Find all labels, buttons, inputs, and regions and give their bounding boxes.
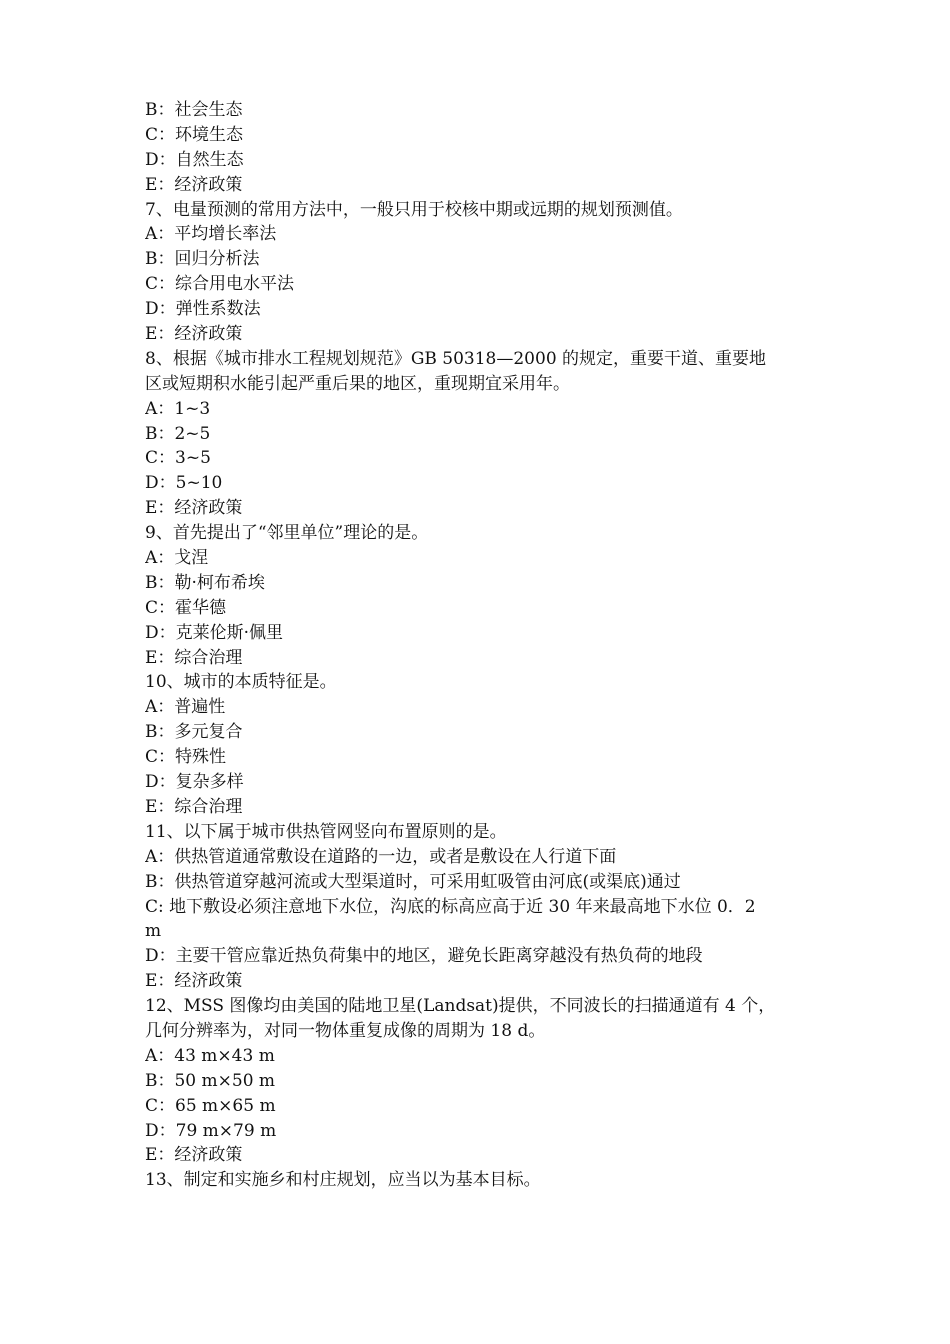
- text-line: B：社会生态: [145, 100, 243, 120]
- text-line: A：普遍性: [145, 697, 226, 718]
- text-line: D：自然生态: [145, 149, 244, 170]
- text-line: B：供热管道穿越河流或大型渠道时，可采用虹吸管由河底(或渠底)通过: [145, 871, 681, 892]
- text-line: 10、城市的本质特征是。: [145, 672, 337, 693]
- text-line: E：经济政策: [145, 174, 243, 195]
- text-line: E：综合治理: [145, 796, 243, 817]
- text-line: A：1~3: [145, 398, 211, 419]
- text-line: 12、MSS 图像均由美国的陆地卫星(Landsat)提供，不同波长的扫描通道有 4 个，: [145, 996, 776, 1017]
- text-line: A：平均增长率法: [145, 224, 277, 245]
- text-line: E：经济政策: [145, 324, 243, 345]
- text-line: 13、制定和实施乡和村庄规划，应当以为基本目标。: [145, 1170, 541, 1191]
- text-line: E：经济政策: [145, 1145, 243, 1166]
- text-line: C：综合用电水平法: [145, 274, 295, 295]
- text-line: A：戈涅: [145, 548, 209, 569]
- text-line: C：65 m×65 m: [145, 1095, 276, 1116]
- text-line: m: [145, 921, 162, 942]
- text-line: D：5~10: [145, 473, 223, 494]
- text-line: E：综合治理: [145, 647, 243, 668]
- text-line: B：多元复合: [145, 722, 243, 743]
- text-line: C：环境生态: [145, 124, 244, 145]
- text-line: 几何分辨率为，对同一物体重复成像的周期为 18 d。: [145, 1020, 546, 1041]
- text-line: E：经济政策: [145, 498, 243, 519]
- text-line: A：43 m×43 m: [145, 1045, 275, 1066]
- text-line: B：回归分析法: [145, 249, 260, 270]
- text-line: D：复杂多样: [145, 772, 244, 793]
- text-line: D：克莱伦斯·佩里: [145, 622, 284, 643]
- text-line: 11、以下属于城市供热管网竖向布置原则的是。: [145, 821, 507, 842]
- text-line: A：供热管道通常敷设在道路的一边，或者是敷设在人行道下面: [145, 846, 617, 867]
- text-line: 8、根据《城市排水工程规划规范》GB 50318—2000 的规定，重要干道、重要地: [145, 348, 767, 369]
- text-line: B：勒·柯布希埃: [145, 572, 265, 593]
- text-line: B：2~5: [145, 423, 211, 444]
- text-line: C：3~5: [145, 448, 211, 469]
- text-line: D：主要干管应靠近热负荷集中的地区，避免长距离穿越没有热负荷的地段: [145, 946, 703, 967]
- text-line: B：50 m×50 m: [145, 1070, 276, 1091]
- document-body: [145, 98, 815, 1193]
- text-line: C: 地下敷设必须注意地下水位，沟底的标高应高于近 30 年来最高地下水位 0．2: [145, 896, 756, 917]
- text-line: C：特殊性: [145, 747, 227, 768]
- text-line: D：79 m×79 m: [145, 1120, 277, 1141]
- text-line: 7、电量预测的常用方法中，一般只用于校核中期或远期的规划预测值。: [145, 199, 683, 220]
- text-line: C：霍华德: [145, 597, 227, 618]
- text-line: 区或短期积水能引起严重后果的地区，重现期宜采用年。: [145, 373, 570, 394]
- text-line: E：经济政策: [145, 971, 243, 992]
- text-line: D：弹性系数法: [145, 299, 261, 320]
- text-line: 9、首先提出了“邻里单位”理论的是。: [145, 523, 429, 544]
